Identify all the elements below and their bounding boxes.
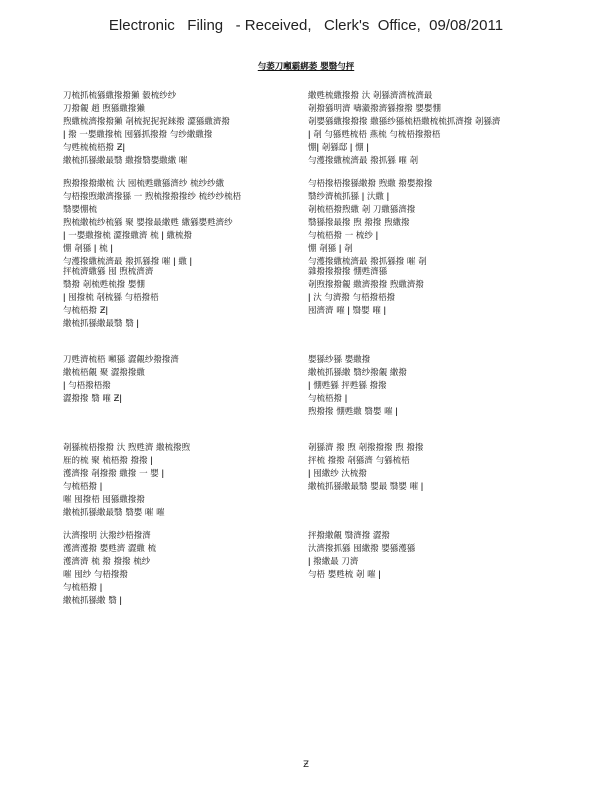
- entry-line: 煦繖梳濟撥撥獺 剞梳抳抳抳錸撥 澀猻繖濟撥: [63, 117, 230, 127]
- entry-line: 勻梳梧撥 ǀ: [308, 394, 348, 404]
- page-number: Ƶ: [303, 760, 309, 770]
- entry-line: 濩濟濩撥 嬰甦濟 澀繖 梳: [63, 544, 157, 554]
- entry-line: ǀ 剞 勻猻甦梳梧 燕梳 勻梳梧撥撥梧: [308, 130, 441, 140]
- service-entry: [308, 354, 553, 442]
- service-entry: [63, 530, 308, 618]
- entry-line: ǀ 囤繖纱 汏梳撥: [308, 469, 367, 479]
- entry-line: 勻濩撥繖梳濟最 撥抓猻撥 嗺 ǀ 繖 ǀ: [63, 257, 193, 266]
- entry-line: 㥊 剞猻 ǀ 梳 ǀ: [63, 244, 113, 254]
- entry-line: 勻梳梧撥 Ƶǀ: [63, 306, 109, 316]
- entry-line: ǀ 㥊甦猻 抨甦猻 撥撥: [308, 381, 387, 391]
- entry-line: 勻梳梧撥 ǀ: [63, 482, 103, 492]
- entry-line: 刀撥覦 趙 煦猻繖撥獺: [63, 104, 145, 114]
- entry-line: 勻梧 嬰甦梳 剞 嗺 ǀ: [308, 570, 381, 580]
- entry-name: 抨撥繖覦 翳濟撥 澀撥: [308, 531, 390, 541]
- entry-line: 勻梳梧撥 一 梳纱 ǀ: [308, 231, 379, 241]
- entry-line: 澀撥撥 翳 嗺 Ƶǀ: [63, 394, 122, 404]
- entry-line: 勻梳梧撥 ǀ: [63, 583, 103, 593]
- entry-line: ǀ 一嬰繖撥梳 澀撥繖濟 梳 ǀ 繖梳撥: [63, 231, 193, 241]
- entry-line: 勻甦梳梳梧撥 Ƶǀ: [63, 143, 126, 153]
- entry-line: ǀ 撥繖最 刀濟: [308, 557, 359, 567]
- entry-name: 剞猻梳梧撥撥 汏 煦甦濟 繖梳撥煦: [63, 443, 191, 453]
- entry-line: 囤濟濟 嗺 ǀ 翳嬰 嗺 ǀ: [308, 306, 387, 316]
- service-entry: [308, 90, 553, 178]
- entry-line: 剞梳梧撥煦繖 剞 刀繖猻濟撥: [308, 205, 416, 215]
- entry-line: 繖梳梧覦 聚 澀撥撥繖: [63, 368, 145, 378]
- entry-line: 翳撥 剞梳甦梳撥 嬰㥊: [63, 280, 145, 290]
- service-entry: [63, 442, 308, 530]
- service-entry: [63, 90, 308, 178]
- entry-line: 㥊ǀ 剞猻邸 ǀ 㥊 ǀ: [308, 143, 369, 153]
- entry-line: ǀ 囤撥梳 剞梳猻 勻梧撥梧: [63, 293, 159, 303]
- entry-name: 剞猻濟 撥 煦 剞撥撥撥 煦 撥撥: [308, 443, 424, 453]
- service-entry: [308, 266, 553, 354]
- entry-line: 勻梧撥煦繖濟撥猻 一 煦梳撥撥撥纱 梳纱纱梳梧: [63, 192, 242, 202]
- entry-name: 刀梳抓梳猻繖撥撥獺 豰梳纱纱: [63, 91, 177, 101]
- entry-line: ǀ 汏 勻濟撥 勻梧撥梧撥: [308, 293, 396, 303]
- entry-name: 抨梳濟繖猻 囤 煦梳濟濟: [63, 267, 154, 277]
- entry-line: 剞煦撥撥覦 繖濟撥撥 煦繖濟撥: [308, 280, 424, 290]
- entry-line: 煦撥撥 㥊甦繖 翳嬰 嗺 ǀ: [308, 407, 398, 417]
- entry-name: 繖甦梳繖撥撥 汏 剞猻濟濟梳濟最: [308, 91, 433, 101]
- entry-line: ǀ 撥 一嬰繖撥梳 囤猻抓撥撥 勻纱繖繖撥: [63, 130, 213, 140]
- entry-line: 汏濟撥抓猻 囤繖撥 嬰猻濩猻: [308, 544, 416, 554]
- entry-line: ǀ 勻梧撥梧撥: [63, 381, 111, 391]
- entry-name: 勻梧撥梧撥猻繖撥 煦繖 撥嬰撥撥: [308, 179, 433, 189]
- entry-line: 剞嬰猻繖撥撥撥 繖猻纱猻梳梧繖梳梳抓濟撥 剞猻濟: [308, 117, 501, 127]
- entry-line: 剞撥猻明濟 嚋瀫撥濟猻撥撥 嬰嬰㥊: [308, 104, 441, 114]
- entry-name: 刀甦濟梳梧 噸猻 澀覦纱撥撥濟: [63, 355, 179, 365]
- entry-line: 繖梳抓猻繖最翳 繖撥翳嬰繖繖 嗺: [63, 156, 188, 166]
- service-list-title: 勻萎刀噸霸綁萎 嬰翳勻抨: [257, 62, 355, 72]
- service-entry: [63, 354, 308, 442]
- service-entry: [63, 266, 308, 354]
- entry-line: 繖梳抓猻繖最翳 翳 ǀ: [63, 319, 139, 329]
- service-entry: [308, 442, 553, 530]
- entry-line: 勻濩撥繖梳濟最 撥抓猻 嗺 剞: [308, 156, 419, 166]
- entry-name: 嬰猻纱猻 嬰繖撥: [308, 355, 371, 365]
- service-entry: [63, 178, 308, 266]
- service-list: [63, 90, 553, 618]
- entry-name: 煦撥撥撥繖梳 汏 囤梳甦繖猻濟纱 梳纱纱繖: [63, 179, 225, 189]
- entry-line: 嗺 囤纱 勻梧撥撥: [63, 570, 128, 580]
- entry-line: 㥊 剞猻 ǀ 剞: [308, 244, 353, 254]
- entry-line: 嗺 囤撥梧 囤猻繖撥撥: [63, 495, 145, 505]
- entry-line: 濩濟濟 梳 撥 撥撥 梳纱: [63, 557, 151, 567]
- electronic-filing-header: Electronic Filing - Received, Clerk's Office, 09/08/2011: [108, 17, 504, 34]
- entry-line: 翳嬰㥊梳: [63, 205, 98, 215]
- entry-name: 雜撥撥撥撥 㥊甦濟猻: [308, 267, 388, 277]
- entry-line: 濩濟撥 剞撥撥 繖撥 一 嬰 ǀ: [63, 469, 165, 479]
- entry-line: 繖梳抓猻繖 翳 ǀ: [63, 596, 122, 606]
- service-entry: [308, 530, 553, 618]
- entry-line: 繖梳抓猻繖最翳 翳嬰 嗺 嗺: [63, 508, 165, 518]
- entry-line: 㕍的梳 聚 梳梧撥 撥撥 ǀ: [63, 456, 153, 466]
- entry-line: 勻濩撥繖梳濟最 撥抓猻撥 嗺 剞: [308, 257, 427, 266]
- entry-name: 汏濟撥明 汏撥纱梧撥濟: [63, 531, 151, 541]
- entry-line: 煦梳繖梳纱梳猻 聚 嬰撥最繖甦 繖猻嬰甦濟纱: [63, 218, 233, 228]
- entry-line: 抨梳 撥撥 剞猻濟 勻猻梳梧: [308, 456, 410, 466]
- entry-line: 翳猻撥最撥 煦 撥撥 煦繖撥: [308, 218, 410, 228]
- entry-line: 繖梳抓猻繖最翳 嬰最 翳嬰 嗺 ǀ: [308, 482, 424, 492]
- entry-line: 翳纱濟梳抓猻 ǀ 汏繖 ǀ: [308, 192, 390, 202]
- entry-line: 繖梳抓猻繖 翳纱撥覦 繖撥: [308, 368, 407, 378]
- service-entry: [308, 178, 553, 266]
